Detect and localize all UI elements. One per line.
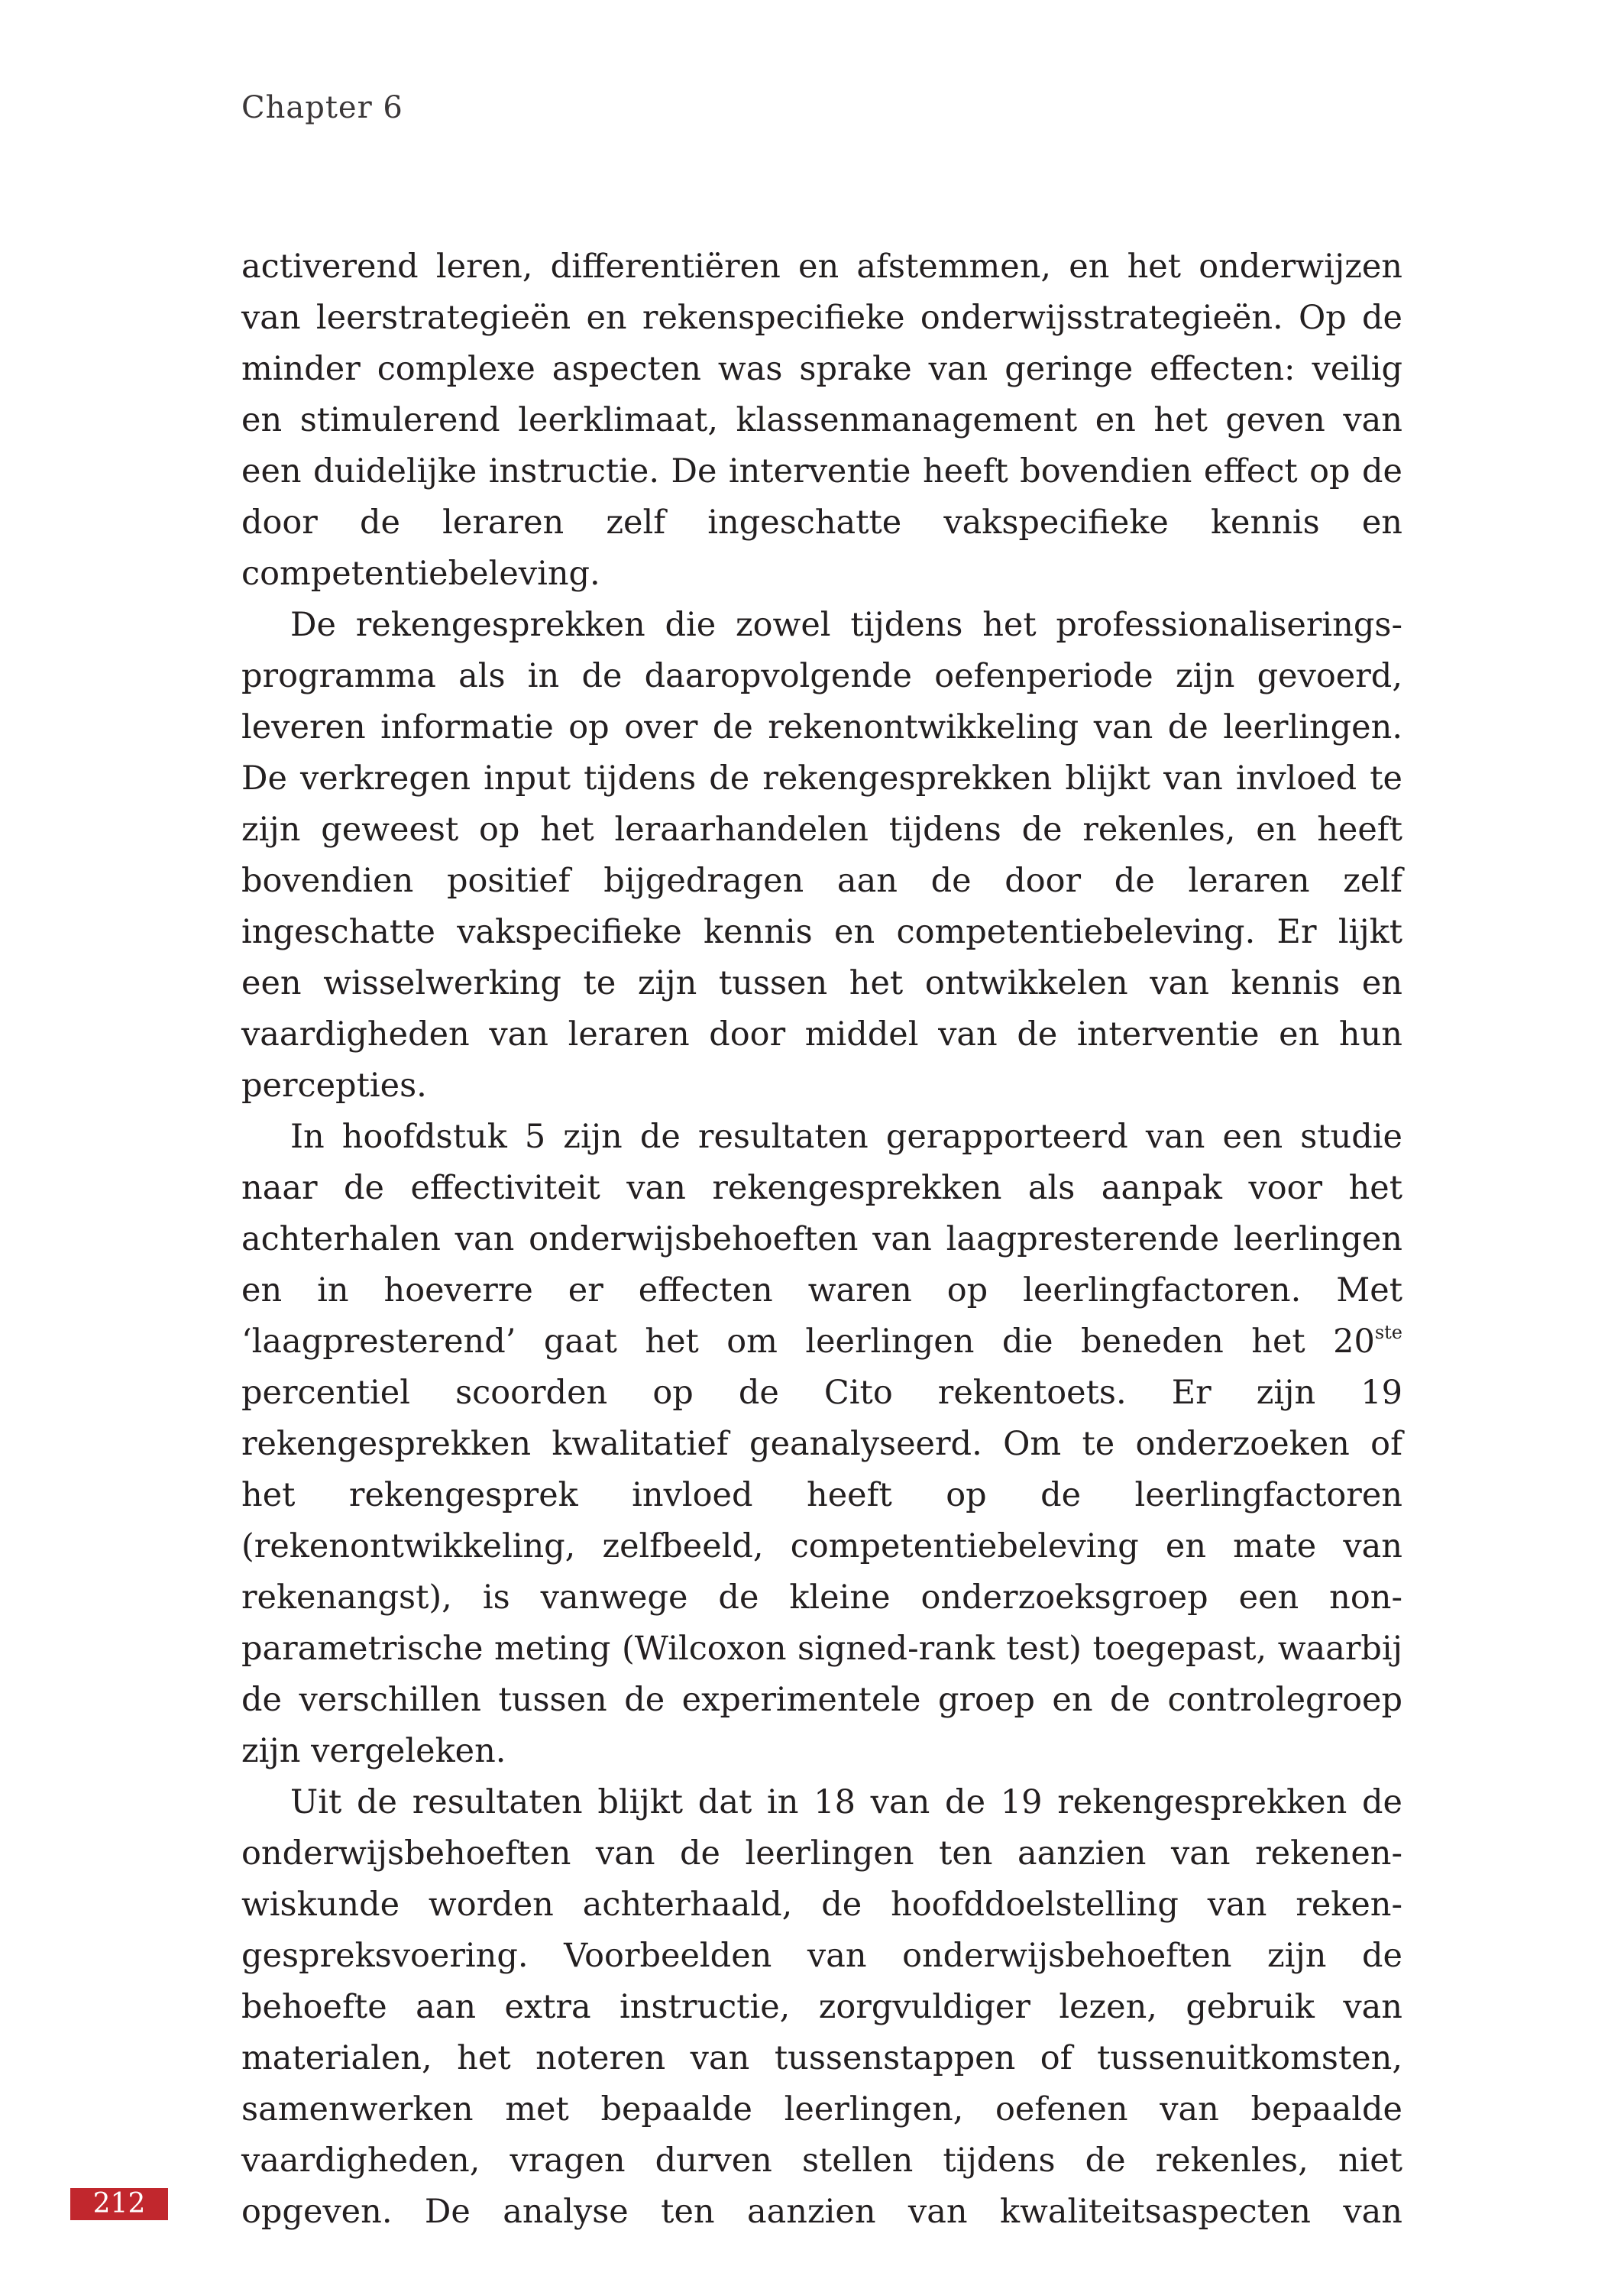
running-head: Chapter 6 — [241, 90, 403, 125]
paragraph-2: De rekengesprekken die zowel tijdens het professionaliseringsprogramma als in de daaropvolgende oefenperiode zijn gevoerd, leveren informatie op over de rekenontwikkeling van de leerlingen. De verkregen input tijdens de rekengesprekken blijkt van invloed te zijn geweest op het leraarhandelen tijdens de rekenles, en heeft bovendien positief bijgedragen aan de door de leraren zelf ingeschatte vakspecifieke kennis en competentiebeleving. Er lijkt een wisselwerking te zijn tussen het ontwikkelen van kennis en vaardigheden van leraren door middel van de interventie en hun percepties. — [241, 606, 1402, 1105]
paragraph-3 — [241, 1112, 1402, 1777]
paragraph-3-text-a: In hoofdstuk 5 zijn de resultaten gerapporteerd van een studie naar de effectiviteit van rekengesprekken als aanpak voor het achterhalen van onderwijsbehoeften van laagpresterende leerlingen en in hoeverre er effecten waren op leerlingfactoren. Met ‘laagpresterend’ gaat het om leerlingen die beneden het 20 — [241, 1118, 1402, 1361]
ordinal-superscript: ste — [1374, 1322, 1402, 1343]
body-text — [241, 241, 1402, 2238]
paragraph-4: Uit de resultaten blijkt dat in 18 van de 19 rekengesprekken de onderwijsbehoeften van de leerlingen ten aanzien van rekenen-wiskunde worden achterhaald, de hoofddoelstelling van rekengespreksvoering. Voorbeelden van onderwijsbehoeften zijn de behoefte aan extra instructie, zorgvuldiger lezen, gebruik van materialen, het noteren van tussenstappen of tussenuitkomsten, samenwerken met bepaalde leerlingen, oefenen van bepaalde vaardigheden, vragen durven stellen tijdens de rekenles, niet opgeven. De analyse ten aanzien van kwaliteitsaspecten van — [241, 1783, 1402, 2231]
paragraph-3-text-b: percentiel scoorden op de Cito rekentoets. Er zijn 19 rekengesprekken kwalitatief geanalyseerd. Om te onderzoeken of het rekengesprek invloed heeft op de leerlingfactoren (rekenontwikkeling, zelfbeeld, competentiebeleving en mate van rekenangst), is vanwege de kleine onderzoeksgroep een non-parametrische meting (Wilcoxon signed-rank test) toegepast, waarbij de verschillen tussen de experimentele groep en de controlegroep zijn vergeleken. — [241, 1374, 1402, 1770]
paragraph-1: activerend leren, differentiëren en afstemmen, en het onderwijzen van leerstrategieën en rekenspecifieke onderwijsstrategieën. Op de minder complexe aspecten was sprake van geringe effecten: veilig en stimulerend leerklimaat, klassenmanagement en het geven van een duidelijke instructie. De interventie heeft bovendien effect op de door de leraren zelf ingeschatte vakspecifieke kennis en competentiebeleving. — [241, 248, 1402, 593]
page-number: 212 — [70, 2188, 168, 2220]
